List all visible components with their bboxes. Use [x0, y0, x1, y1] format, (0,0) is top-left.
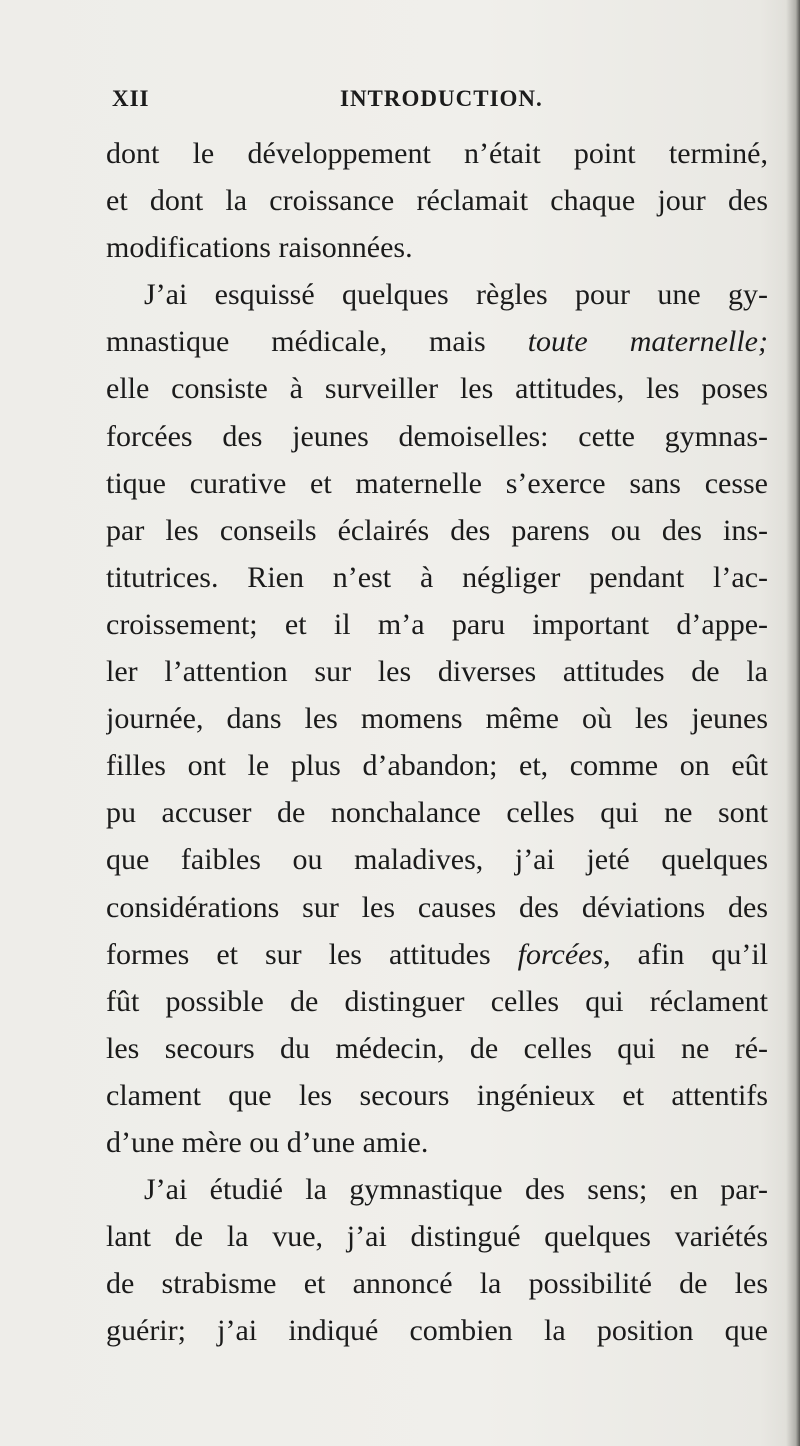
italic-word: forcées	[517, 937, 604, 971]
text-line: croissement; et il m’a paru important d’appe-	[106, 607, 768, 641]
text-line: de strabisme et annoncé la possibilité de les	[106, 1267, 768, 1301]
text-span: formes et sur les attitudes	[106, 937, 518, 971]
text-line: dont le développement n’était point terminé,	[106, 137, 768, 170]
text-line: modifications raisonnées.	[106, 231, 413, 265]
running-title: INTRODUCTION.	[340, 86, 543, 111]
text-line: journée, dans les momens même où les jeunes	[106, 702, 768, 736]
text-line: lant de la vue, j’ai distingué quelques variétés	[106, 1220, 768, 1254]
text-line: J’ai esquissé quelques règles pour une gy-	[144, 278, 768, 312]
text-line: ler l’attention sur les diverses attitudes de la	[106, 655, 768, 689]
page-edge-shadow	[786, 0, 800, 1446]
text-line: d’une mère ou d’une amie.	[106, 1125, 429, 1159]
body-text	[106, 130, 768, 1354]
text-line: tique curative et maternelle s’exerce sans cesse	[106, 466, 768, 500]
text-line	[106, 931, 768, 978]
text-line: fût possible de distinguer celles qui réclament	[106, 984, 768, 1018]
text-span: , afin qu’il	[603, 937, 768, 971]
text-line: clament que les secours ingénieux et attentifs	[106, 1078, 768, 1112]
text-line: guérir; j’ai indiqué combien la position que	[106, 1314, 768, 1348]
text-line: elle consiste à surveiller les attitudes, les poses	[106, 372, 768, 406]
text-line: par les conseils éclairés des parens ou des ins-	[106, 513, 768, 547]
text-line: J’ai étudié la gymnastique des sens; en par-	[144, 1173, 768, 1207]
text-line: les secours du médecin, de celles qui ne ré-	[106, 1031, 768, 1065]
text-line: pu accuser de nonchalance celles qui ne sont	[106, 796, 768, 830]
text-line: que faibles ou maladives, j’ai jeté quelques	[106, 843, 768, 877]
page-number: XII	[112, 86, 150, 111]
text-span: mnastique médicale, mais	[106, 325, 528, 359]
italic-phrase: toute maternelle;	[527, 325, 768, 359]
text-line: et dont la croissance réclamait chaque jour des	[106, 184, 768, 218]
text-line: forcées des jeunes demoiselles: cette gymnas-	[106, 419, 768, 453]
text-line	[106, 318, 768, 365]
page-header	[112, 86, 672, 122]
text-line: titutrices. Rien n’est à négliger pendant l’ac-	[106, 560, 768, 594]
text-line: considérations sur les causes des déviations des	[106, 890, 768, 924]
text-line: filles ont le plus d’abandon; et, comme on eût	[106, 749, 768, 783]
